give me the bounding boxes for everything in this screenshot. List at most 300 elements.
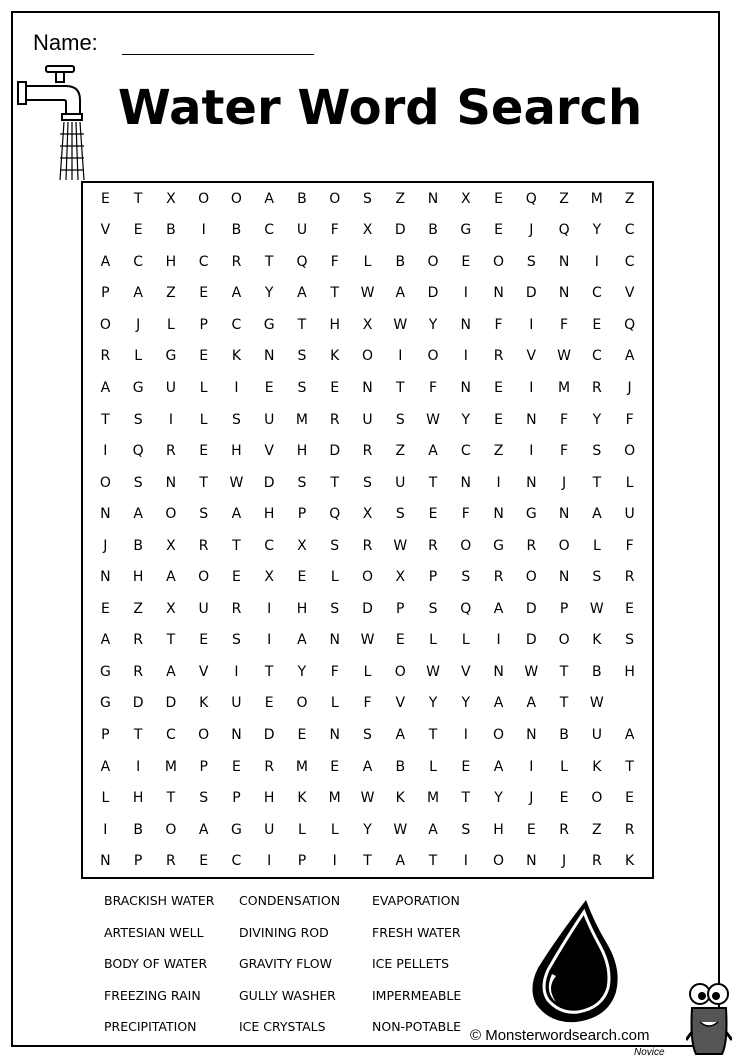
grid-cell[interactable]: J bbox=[627, 380, 632, 397]
grid-cell[interactable]: L bbox=[134, 348, 143, 365]
grid-cell[interactable]: A bbox=[526, 695, 537, 712]
grid-cell[interactable]: A bbox=[428, 821, 438, 838]
grid-cell[interactable]: D bbox=[525, 600, 537, 617]
grid-cell[interactable]: L bbox=[363, 253, 372, 270]
grid-cell[interactable]: A bbox=[166, 569, 176, 586]
grid-cell[interactable]: K bbox=[395, 790, 405, 807]
grid-cell[interactable]: A bbox=[133, 506, 143, 523]
grid-cell[interactable]: H bbox=[132, 790, 144, 807]
grid-cell[interactable]: L bbox=[330, 821, 339, 838]
grid-cell[interactable]: N bbox=[329, 727, 340, 744]
grid-cell[interactable]: O bbox=[525, 569, 537, 586]
grid-cell[interactable]: V bbox=[100, 222, 111, 239]
grid-cell[interactable]: Z bbox=[592, 821, 602, 838]
grid-cell[interactable]: C bbox=[591, 285, 602, 302]
grid-cell[interactable]: R bbox=[559, 821, 569, 838]
grid-cell[interactable]: R bbox=[264, 758, 275, 775]
grid-cell[interactable]: E bbox=[199, 853, 209, 870]
grid-cell[interactable]: E bbox=[625, 600, 635, 617]
grid-cell[interactable]: J bbox=[136, 316, 141, 333]
grid-cell[interactable]: D bbox=[165, 695, 177, 712]
grid-cell[interactable]: E bbox=[100, 190, 110, 207]
grid-cell[interactable]: I bbox=[234, 380, 239, 397]
grid-cell[interactable]: E bbox=[199, 443, 209, 460]
grid-cell[interactable]: T bbox=[625, 758, 634, 775]
grid-cell[interactable]: F bbox=[625, 537, 634, 554]
grid-cell[interactable]: I bbox=[136, 758, 141, 775]
grid-cell[interactable]: A bbox=[100, 758, 111, 775]
grid-cell[interactable]: E bbox=[199, 348, 209, 365]
grid-cell[interactable]: T bbox=[428, 474, 438, 491]
grid-cell[interactable]: D bbox=[132, 695, 144, 712]
grid-cell[interactable]: T bbox=[232, 537, 241, 554]
grid-cell[interactable]: L bbox=[199, 380, 208, 397]
grid-cell[interactable]: V bbox=[264, 443, 274, 460]
grid-cell[interactable]: A bbox=[231, 506, 242, 523]
grid-cell[interactable]: R bbox=[198, 537, 209, 554]
grid-cell[interactable]: Z bbox=[493, 443, 504, 460]
grid-cell[interactable]: T bbox=[592, 474, 602, 491]
grid-cell[interactable]: V bbox=[526, 348, 537, 365]
grid-cell[interactable]: O bbox=[558, 632, 570, 649]
grid-cell[interactable]: X bbox=[362, 222, 373, 239]
grid-cell[interactable]: O bbox=[493, 853, 505, 870]
grid-cell[interactable]: A bbox=[624, 727, 635, 744]
grid-cell[interactable]: Y bbox=[494, 790, 503, 807]
grid-cell[interactable]: E bbox=[494, 380, 503, 397]
grid-cell[interactable]: R bbox=[591, 380, 602, 397]
grid-cell[interactable]: J bbox=[562, 853, 567, 870]
grid-cell[interactable]: H bbox=[231, 443, 242, 460]
grid-cell[interactable]: E bbox=[395, 632, 405, 649]
grid-cell[interactable]: O bbox=[99, 474, 111, 491]
grid-cell[interactable]: W bbox=[360, 632, 375, 649]
grid-cell[interactable]: O bbox=[230, 190, 242, 207]
grid-cell[interactable]: S bbox=[231, 411, 241, 428]
grid-cell[interactable]: Z bbox=[166, 285, 176, 302]
grid-cell[interactable]: U bbox=[231, 695, 242, 712]
grid-cell[interactable]: X bbox=[166, 537, 176, 554]
grid-cell[interactable]: V bbox=[624, 285, 635, 302]
grid-cell[interactable]: E bbox=[592, 316, 602, 333]
grid-cell[interactable]: S bbox=[133, 474, 143, 491]
grid-cell[interactable]: L bbox=[101, 790, 110, 807]
grid-cell[interactable]: E bbox=[461, 253, 471, 270]
grid-cell[interactable]: H bbox=[263, 790, 275, 807]
grid-cell[interactable]: Q bbox=[558, 222, 570, 239]
grid-cell[interactable]: I bbox=[463, 348, 468, 365]
grid-cell[interactable]: I bbox=[496, 632, 501, 649]
grid-cell[interactable]: E bbox=[264, 380, 274, 397]
grid-cell[interactable]: S bbox=[395, 411, 405, 428]
grid-cell[interactable]: M bbox=[295, 758, 308, 775]
grid-cell[interactable]: U bbox=[395, 474, 406, 491]
grid-cell[interactable]: T bbox=[199, 474, 208, 491]
grid-cell[interactable]: S bbox=[526, 253, 536, 270]
grid-cell[interactable]: T bbox=[166, 790, 176, 807]
grid-cell[interactable]: M bbox=[426, 790, 440, 807]
grid-cell[interactable]: I bbox=[529, 443, 534, 460]
grid-cell[interactable]: I bbox=[267, 600, 272, 617]
grid-cell[interactable]: O bbox=[493, 253, 505, 270]
grid-cell[interactable]: H bbox=[296, 443, 308, 460]
grid-cell[interactable]: R bbox=[133, 632, 143, 649]
grid-cell[interactable]: B bbox=[592, 663, 602, 680]
grid-cell[interactable]: O bbox=[361, 348, 373, 365]
grid-cell[interactable]: R bbox=[624, 821, 635, 838]
grid-cell[interactable]: N bbox=[460, 380, 472, 397]
grid-cell[interactable]: G bbox=[493, 537, 504, 554]
grid-cell[interactable]: S bbox=[363, 727, 372, 744]
grid-cell[interactable]: T bbox=[101, 411, 110, 428]
grid-cell[interactable]: C bbox=[624, 222, 635, 239]
grid-cell[interactable]: P bbox=[559, 600, 569, 617]
grid-cell[interactable]: X bbox=[166, 190, 176, 207]
grid-cell[interactable]: E bbox=[494, 411, 503, 428]
grid-cell[interactable]: Z bbox=[559, 190, 569, 207]
grid-cell[interactable]: E bbox=[428, 506, 438, 523]
grid-cell[interactable]: C bbox=[264, 537, 275, 554]
grid-cell[interactable]: I bbox=[201, 222, 206, 239]
grid-cell[interactable]: N bbox=[329, 632, 340, 649]
grid-cell[interactable]: Z bbox=[133, 600, 143, 617]
grid-cell[interactable]: E bbox=[461, 758, 471, 775]
grid-cell[interactable]: W bbox=[524, 663, 539, 680]
grid-cell[interactable]: T bbox=[461, 790, 471, 807]
grid-cell[interactable]: N bbox=[263, 348, 275, 365]
grid-cell[interactable]: A bbox=[166, 663, 176, 680]
grid-cell[interactable]: G bbox=[165, 348, 177, 365]
grid-cell[interactable]: T bbox=[330, 474, 339, 491]
grid-cell[interactable]: I bbox=[332, 853, 337, 870]
grid-cell[interactable]: R bbox=[591, 853, 602, 870]
grid-cell[interactable]: E bbox=[625, 790, 635, 807]
grid-cell[interactable]: E bbox=[330, 380, 340, 397]
grid-cell[interactable]: Z bbox=[395, 190, 406, 207]
grid-cell[interactable]: C bbox=[231, 316, 242, 333]
grid-cell[interactable]: X bbox=[395, 569, 406, 586]
grid-cell[interactable]: T bbox=[559, 695, 569, 712]
grid-cell[interactable]: E bbox=[199, 632, 209, 649]
grid-cell[interactable]: L bbox=[592, 537, 601, 554]
grid-cell[interactable]: P bbox=[232, 790, 241, 807]
grid-cell[interactable]: W bbox=[393, 316, 408, 333]
grid-cell[interactable]: A bbox=[100, 253, 111, 270]
grid-cell[interactable]: W bbox=[393, 537, 408, 554]
grid-cell[interactable]: T bbox=[264, 663, 274, 680]
grid-cell[interactable]: I bbox=[267, 632, 272, 649]
grid-cell[interactable]: H bbox=[624, 663, 635, 680]
grid-cell[interactable]: E bbox=[133, 222, 143, 239]
grid-cell[interactable]: F bbox=[560, 316, 569, 333]
grid-cell[interactable]: J bbox=[529, 790, 534, 807]
grid-cell[interactable]: K bbox=[330, 348, 340, 365]
grid-cell[interactable]: M bbox=[328, 790, 341, 807]
grid-cell[interactable]: T bbox=[297, 316, 307, 333]
grid-cell[interactable]: A bbox=[395, 285, 406, 302]
grid-cell[interactable]: O bbox=[427, 348, 439, 365]
grid-cell[interactable]: F bbox=[494, 316, 503, 333]
grid-cell[interactable]: U bbox=[362, 411, 373, 428]
grid-cell[interactable]: B bbox=[395, 758, 406, 775]
grid-cell[interactable]: S bbox=[297, 380, 307, 397]
grid-cell[interactable]: E bbox=[526, 821, 536, 838]
grid-cell[interactable]: M bbox=[590, 190, 603, 207]
grid-cell[interactable]: D bbox=[525, 285, 537, 302]
grid-cell[interactable]: I bbox=[168, 411, 173, 428]
grid-cell[interactable]: X bbox=[297, 537, 307, 554]
grid-cell[interactable]: Z bbox=[395, 443, 406, 460]
grid-cell[interactable]: F bbox=[330, 222, 339, 239]
grid-cell[interactable]: W bbox=[426, 663, 440, 680]
grid-cell[interactable]: S bbox=[330, 600, 340, 617]
grid-cell[interactable]: K bbox=[231, 348, 242, 365]
grid-cell[interactable]: N bbox=[558, 285, 570, 302]
grid-cell[interactable]: I bbox=[463, 285, 468, 302]
grid-cell[interactable]: G bbox=[231, 821, 242, 838]
grid-cell[interactable]: C bbox=[231, 853, 242, 870]
grid-cell[interactable]: R bbox=[231, 253, 242, 270]
grid-cell[interactable]: O bbox=[165, 506, 177, 523]
grid-cell[interactable]: A bbox=[493, 695, 504, 712]
grid-cell[interactable]: E bbox=[297, 569, 307, 586]
grid-cell[interactable]: W bbox=[426, 411, 440, 428]
grid-cell[interactable]: Q bbox=[132, 443, 144, 460]
grid-cell[interactable]: O bbox=[493, 727, 505, 744]
grid-cell[interactable]: Q bbox=[329, 506, 341, 523]
grid-cell[interactable]: R bbox=[362, 443, 373, 460]
grid-cell[interactable]: A bbox=[428, 443, 438, 460]
grid-cell[interactable]: A bbox=[395, 727, 406, 744]
grid-cell[interactable]: M bbox=[164, 758, 177, 775]
grid-cell[interactable]: Z bbox=[624, 190, 635, 207]
grid-cell[interactable]: R bbox=[526, 537, 537, 554]
grid-cell[interactable]: C bbox=[264, 222, 275, 239]
grid-cell[interactable]: L bbox=[625, 474, 634, 491]
grid-cell[interactable]: C bbox=[460, 443, 471, 460]
grid-cell[interactable]: K bbox=[592, 758, 602, 775]
grid-cell[interactable]: F bbox=[560, 443, 569, 460]
grid-cell[interactable]: Y bbox=[297, 663, 307, 680]
grid-cell[interactable]: J bbox=[529, 222, 534, 239]
grid-cell[interactable]: E bbox=[199, 285, 209, 302]
grid-cell[interactable]: N bbox=[231, 727, 242, 744]
grid-cell[interactable]: E bbox=[100, 600, 110, 617]
grid-cell[interactable]: I bbox=[103, 821, 108, 838]
grid-cell[interactable]: D bbox=[263, 474, 275, 491]
grid-cell[interactable]: B bbox=[133, 821, 143, 838]
grid-cell[interactable]: P bbox=[101, 285, 110, 302]
grid-cell[interactable]: H bbox=[165, 253, 177, 270]
grid-cell[interactable]: S bbox=[592, 569, 602, 586]
grid-cell[interactable]: U bbox=[624, 506, 635, 523]
grid-cell[interactable]: U bbox=[165, 380, 177, 397]
grid-cell[interactable]: V bbox=[461, 663, 471, 680]
grid-cell[interactable]: P bbox=[396, 600, 405, 617]
grid-cell[interactable]: T bbox=[428, 853, 438, 870]
grid-cell[interactable]: S bbox=[461, 569, 471, 586]
grid-cell[interactable]: R bbox=[166, 853, 176, 870]
grid-cell[interactable]: P bbox=[199, 758, 208, 775]
grid-cell[interactable]: S bbox=[625, 632, 635, 649]
grid-cell[interactable]: W bbox=[557, 348, 571, 365]
grid-cell[interactable]: W bbox=[360, 285, 375, 302]
grid-cell[interactable]: H bbox=[296, 600, 308, 617]
grid-cell[interactable]: N bbox=[100, 569, 111, 586]
grid-cell[interactable]: I bbox=[529, 380, 534, 397]
grid-cell[interactable]: K bbox=[625, 853, 635, 870]
grid-cell[interactable]: O bbox=[460, 537, 472, 554]
grid-cell[interactable]: N bbox=[100, 506, 111, 523]
grid-cell[interactable]: C bbox=[133, 253, 144, 270]
grid-cell[interactable]: I bbox=[103, 443, 108, 460]
grid-cell[interactable]: I bbox=[496, 474, 501, 491]
grid-cell[interactable]: E bbox=[264, 695, 274, 712]
grid-cell[interactable]: S bbox=[395, 506, 405, 523]
grid-cell[interactable]: X bbox=[166, 600, 176, 617]
grid-cell[interactable]: G bbox=[132, 380, 144, 397]
grid-cell[interactable]: F bbox=[461, 506, 470, 523]
grid-cell[interactable]: T bbox=[264, 253, 274, 270]
grid-cell[interactable]: O bbox=[198, 727, 210, 744]
grid-cell[interactable]: L bbox=[330, 569, 339, 586]
grid-cell[interactable]: O bbox=[361, 569, 373, 586]
grid-cell[interactable]: O bbox=[99, 316, 111, 333]
grid-cell[interactable]: K bbox=[592, 632, 602, 649]
grid-cell[interactable]: Y bbox=[363, 821, 372, 838]
grid-cell[interactable]: A bbox=[264, 190, 274, 207]
grid-cell[interactable]: A bbox=[297, 632, 307, 649]
grid-cell[interactable]: F bbox=[330, 663, 339, 680]
grid-cell[interactable]: O bbox=[198, 569, 210, 586]
grid-cell[interactable]: S bbox=[199, 790, 209, 807]
grid-cell[interactable]: R bbox=[493, 348, 504, 365]
grid-cell[interactable]: C bbox=[198, 253, 209, 270]
grid-cell[interactable]: S bbox=[363, 474, 372, 491]
grid-cell[interactable]: D bbox=[329, 443, 341, 460]
grid-cell[interactable]: W bbox=[229, 474, 244, 491]
grid-cell[interactable]: D bbox=[263, 727, 275, 744]
grid-cell[interactable]: V bbox=[395, 695, 406, 712]
grid-cell[interactable]: I bbox=[594, 253, 599, 270]
grid-cell[interactable]: A bbox=[493, 600, 504, 617]
grid-cell[interactable]: O bbox=[198, 190, 210, 207]
grid-cell[interactable]: P bbox=[297, 506, 307, 523]
grid-cell[interactable]: N bbox=[460, 316, 472, 333]
grid-cell[interactable]: I bbox=[234, 663, 239, 680]
grid-cell[interactable]: K bbox=[199, 695, 209, 712]
grid-cell[interactable]: T bbox=[133, 727, 143, 744]
grid-cell[interactable]: Q bbox=[525, 190, 537, 207]
grid-cell[interactable]: R bbox=[329, 411, 340, 428]
grid-cell[interactable]: R bbox=[428, 537, 438, 554]
grid-cell[interactable]: F bbox=[363, 695, 372, 712]
grid-cell[interactable]: O bbox=[394, 663, 406, 680]
grid-cell[interactable]: N bbox=[493, 663, 504, 680]
grid-cell[interactable]: G bbox=[263, 316, 275, 333]
grid-cell[interactable]: M bbox=[558, 380, 571, 397]
grid-cell[interactable]: T bbox=[330, 285, 339, 302]
grid-cell[interactable]: D bbox=[525, 632, 537, 649]
grid-cell[interactable]: E bbox=[232, 569, 241, 586]
grid-cell[interactable]: O bbox=[296, 695, 308, 712]
grid-cell[interactable]: Y bbox=[264, 285, 274, 302]
grid-cell[interactable]: S bbox=[133, 411, 143, 428]
grid-cell[interactable]: S bbox=[199, 506, 209, 523]
grid-cell[interactable]: N bbox=[427, 190, 439, 207]
grid-cell[interactable]: B bbox=[166, 222, 176, 239]
grid-cell[interactable]: A bbox=[133, 285, 143, 302]
grid-cell[interactable]: U bbox=[296, 222, 308, 239]
grid-cell[interactable]: H bbox=[263, 506, 275, 523]
grid-cell[interactable]: A bbox=[395, 853, 406, 870]
grid-cell[interactable]: I bbox=[267, 853, 272, 870]
grid-cell[interactable]: P bbox=[101, 727, 110, 744]
grid-cell[interactable]: E bbox=[559, 790, 569, 807]
grid-cell[interactable]: R bbox=[493, 569, 504, 586]
grid-cell[interactable]: A bbox=[297, 285, 307, 302]
grid-cell[interactable]: I bbox=[398, 348, 403, 365]
grid-cell[interactable]: N bbox=[100, 853, 111, 870]
grid-cell[interactable]: N bbox=[460, 474, 472, 491]
name-line[interactable] bbox=[122, 54, 314, 55]
grid-cell[interactable] bbox=[613, 688, 646, 720]
grid-cell[interactable]: P bbox=[199, 316, 208, 333]
grid-cell[interactable]: A bbox=[198, 821, 209, 838]
grid-cell[interactable]: F bbox=[560, 411, 569, 428]
grid-cell[interactable]: G bbox=[525, 506, 537, 523]
grid-cell[interactable]: V bbox=[198, 663, 209, 680]
grid-cell[interactable]: U bbox=[198, 600, 209, 617]
grid-cell[interactable]: Q bbox=[624, 316, 636, 333]
grid-cell[interactable]: L bbox=[560, 758, 568, 775]
grid-cell[interactable]: E bbox=[494, 222, 503, 239]
grid-cell[interactable]: E bbox=[297, 727, 307, 744]
grid-cell[interactable]: M bbox=[295, 411, 308, 428]
grid-cell[interactable]: B bbox=[559, 727, 569, 744]
grid-cell[interactable]: P bbox=[297, 853, 307, 870]
grid-cell[interactable]: I bbox=[529, 758, 534, 775]
grid-cell[interactable]: G bbox=[99, 663, 111, 680]
grid-cell[interactable]: R bbox=[133, 663, 143, 680]
grid-cell[interactable]: Y bbox=[592, 222, 602, 239]
grid-cell[interactable]: R bbox=[624, 569, 635, 586]
grid-cell[interactable]: X bbox=[460, 190, 471, 207]
grid-cell[interactable]: O bbox=[329, 190, 341, 207]
grid-cell[interactable]: N bbox=[558, 253, 570, 270]
grid-cell[interactable]: Y bbox=[428, 695, 438, 712]
grid-cell[interactable]: T bbox=[559, 663, 569, 680]
grid-cell[interactable]: T bbox=[133, 190, 143, 207]
grid-cell[interactable]: S bbox=[428, 600, 438, 617]
grid-cell[interactable]: N bbox=[362, 380, 373, 397]
grid-cell[interactable]: H bbox=[493, 821, 504, 838]
grid-cell[interactable]: D bbox=[362, 600, 373, 617]
grid-cell[interactable]: O bbox=[591, 790, 603, 807]
grid-cell[interactable]: R bbox=[166, 443, 176, 460]
grid-cell[interactable]: U bbox=[591, 727, 602, 744]
grid-cell[interactable]: S bbox=[592, 443, 602, 460]
grid-cell[interactable]: P bbox=[133, 853, 143, 870]
grid-cell[interactable]: A bbox=[592, 506, 602, 523]
grid-cell[interactable]: N bbox=[526, 727, 537, 744]
grid-cell[interactable]: J bbox=[562, 474, 567, 491]
grid-cell[interactable]: L bbox=[461, 632, 470, 649]
grid-cell[interactable]: C bbox=[166, 727, 176, 744]
grid-cell[interactable]: A bbox=[362, 758, 373, 775]
grid-cell[interactable]: B bbox=[395, 253, 406, 270]
grid-cell[interactable]: L bbox=[166, 316, 175, 333]
